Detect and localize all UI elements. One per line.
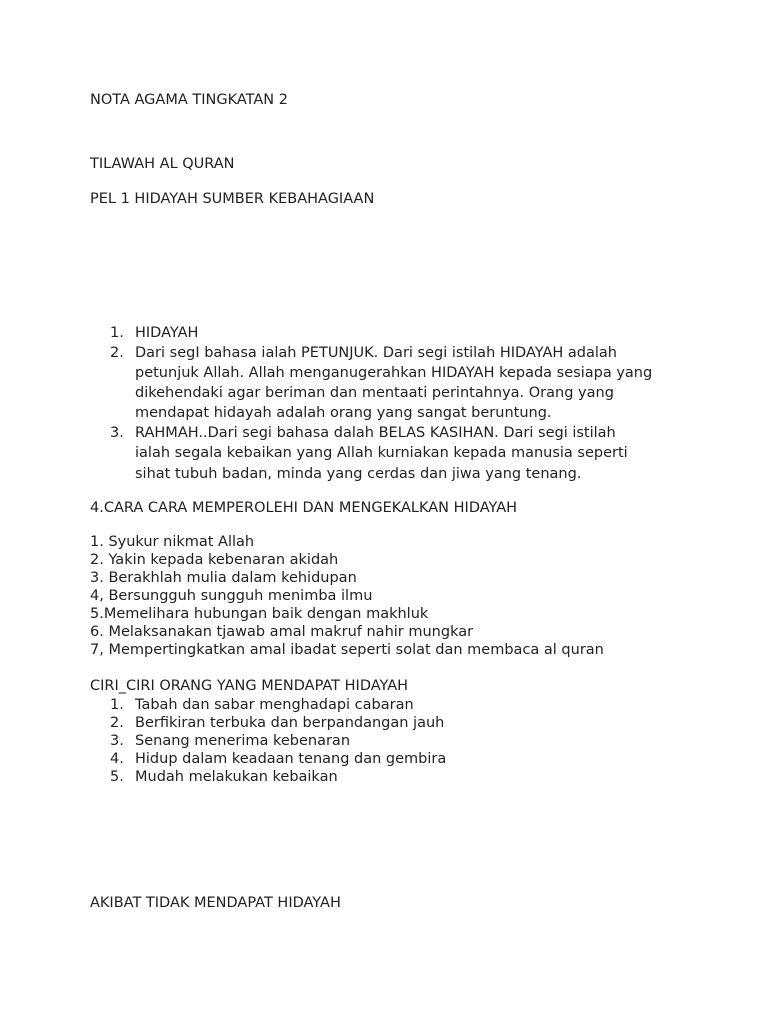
list-item: 5.Memelihara hubungan baik dengan makhluk: [90, 606, 429, 622]
consequence-title: AKIBAT TIDAK MENDAPAT HIDAYAH: [90, 895, 341, 911]
list-number: 1.: [110, 325, 124, 341]
list-item-text: Hidup dalam keadaan tenang dan gembira: [135, 751, 447, 767]
list-number: 1.: [110, 697, 124, 713]
list-item-text: mendapat hidayah adalah orang yang sangat beruntung.: [135, 405, 552, 421]
list-item: 1. Syukur nikmat Allah: [90, 534, 255, 550]
list-item-text: Berfikiran terbuka dan berpandangan jauh: [135, 715, 445, 731]
list-item-text: Senang menerima kebenaran: [135, 733, 351, 749]
list-number: 2.: [110, 345, 124, 361]
list-item-text: dikehendaki agar beriman dan mentaati perintahnya. Orang yang: [135, 385, 614, 401]
list-item-text: Mudah melakukan kebaikan: [135, 769, 338, 785]
list-number: 2.: [110, 715, 124, 731]
section-title: TILAWAH AL QURAN: [90, 156, 235, 172]
list-item-text: ialah segala kebaikan yang Allah kurniakan kepada manusia seperti: [135, 445, 628, 461]
list-item-text: RAHMAH..Dari segi bahasa dalah BELAS KASIHAN. Dari segi istilah: [135, 425, 616, 441]
list-number: 3.: [110, 425, 124, 441]
list-item-text: Dari segI bahasa ialah PETUNJUK. Dari segi istilah HIDAYAH adalah: [135, 345, 617, 361]
list-item-text: HIDAYAH: [135, 325, 199, 341]
list-item-text: Tabah dan sabar menghadapi cabaran: [135, 697, 414, 713]
list-item: 3. Berakhlah mulia dalam kehidupan: [90, 570, 357, 586]
ways-title: 4.CARA CARA MEMPEROLEHI DAN MENGEKALKAN HIDAYAH: [90, 500, 518, 516]
list-item: 2. Yakin kepada kebenaran akidah: [90, 552, 339, 568]
list-number: 3.: [110, 733, 124, 749]
list-item-text: petunjuk Allah. Allah menganugerahkan HIDAYAH kepada sesiapa yang: [135, 365, 653, 381]
list-item: 7, Mempertingkatkan amal ibadat seperti solat dan membaca al quran: [90, 642, 604, 658]
document-header: NOTA AGAMA TINGKATAN 2: [90, 92, 288, 108]
list-item-text: sihat tubuh badan, minda yang cerdas dan jiwa yang tenang.: [135, 466, 582, 482]
traits-title: CIRI_CIRI ORANG YANG MENDAPAT HIDAYAH: [90, 678, 409, 694]
list-item: 6. Melaksanakan tjawab amal makruf nahir mungkar: [90, 624, 474, 640]
list-item: 4, Bersungguh sungguh menimba ilmu: [90, 588, 373, 604]
list-number: 5.: [110, 769, 124, 785]
lesson-title: PEL 1 HIDAYAH SUMBER KEBAHAGIAAN: [90, 191, 375, 207]
list-number: 4.: [110, 751, 124, 767]
